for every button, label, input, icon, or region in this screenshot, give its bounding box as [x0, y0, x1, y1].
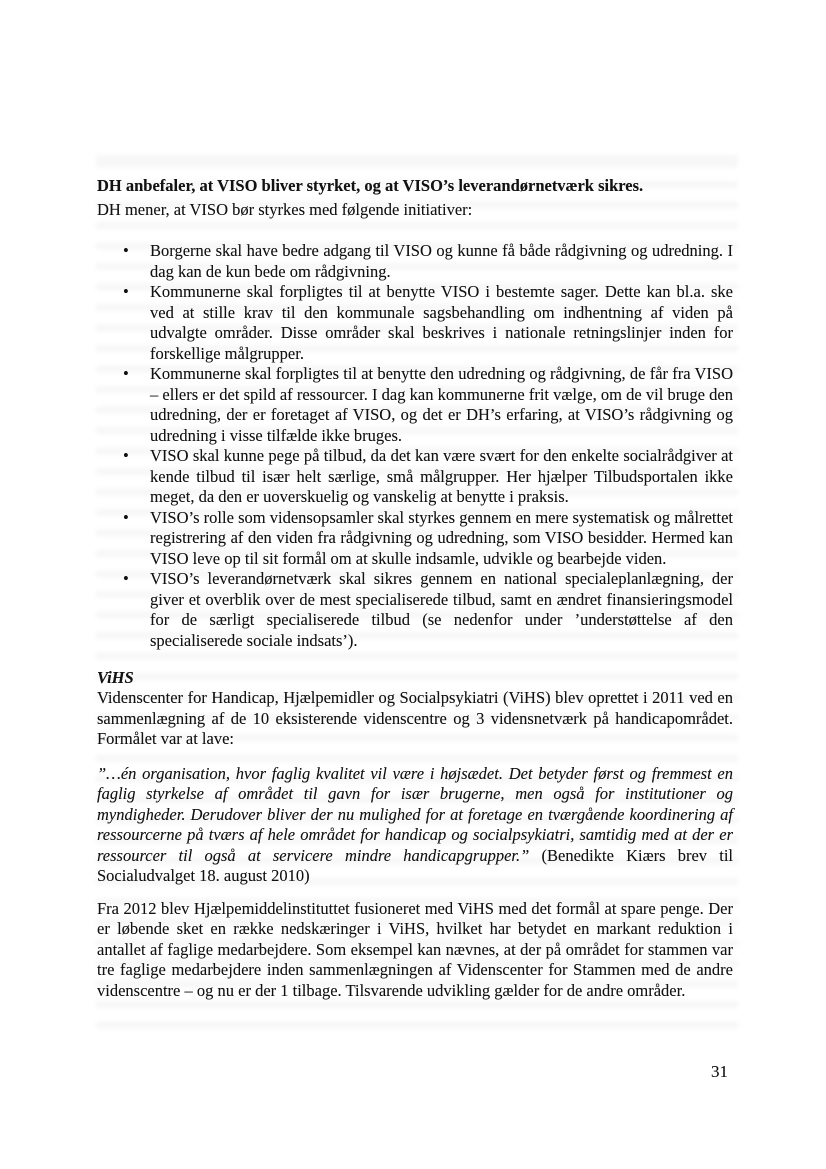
quote-text: ”…én organisation, hvor faglig kvalitet vil være i højsædet. Det betyder først og fremmest en faglig styrkelse af området til gavn for især brugerne, men også for institutioner og myndigheder. Derudover bliver der nu mulighed for at foretage en tværgående koordinering af ressourcerne på tværs af hele området for handicap og socialpsykiatri, samtidig med at der er ressourcer til også at servicere mindre handicapgrupper.”	[97, 763, 733, 865]
list-item	[97, 241, 733, 282]
list-item-text: VISO’s rolle som vidensopsamler skal styrkes gennem en mere systematisk og målrettet registrering af den viden fra rådgivning og udredning, som VISO besidder. Hermed kan VISO leve op til sit formål om at skulle indsamle, udvikle og bearbejde viden.	[150, 507, 733, 568]
vihs-heading: ViHS	[97, 668, 134, 687]
list-item	[97, 446, 733, 508]
bullet-marker: •	[123, 241, 129, 260]
bullet-marker: •	[123, 507, 129, 527]
list-item-text: Kommunerne skal forpligtes til at benytte VISO i bestemte sager. Dette kan bl.a. ske ved at stille krav til den kommunale sagsbehandling om indhentning af viden på udvalgte områder. Disse områder skal beskrives i nationale retningslinjer inden for forskellige målgrupper.	[150, 282, 733, 363]
section-heading: DH anbefaler, at VISO bliver styrket, og at VISO’s leverandørnetværk sikres.	[97, 176, 644, 195]
vihs-paragraph: Videnscenter for Handicap, Hjælpemidler og Socialpsykiatri (ViHS) blev oprettet i 2011 ved en sammenlægning af de 10 eksisterende videnscentre og 3 vidensnetværk på handicapområdet. Formålet var at lave:	[97, 688, 733, 748]
quote-attribution: (Benedikte Kiærs brev til Socialudvalget 18. august 2010)	[97, 845, 733, 885]
intro-line: DH mener, at VISO bør styrkes med følgende initiativer:	[97, 200, 473, 219]
quote-paragraph	[97, 764, 733, 887]
page-number: 31	[711, 1062, 728, 1081]
bullet-marker: •	[123, 282, 129, 301]
bullet-marker: •	[123, 569, 129, 588]
list-item	[97, 508, 733, 570]
list-item-text: VISO’s leverandørnetværk skal sikres gennem en national specialeplanlægning, der giver et overblik over de mest specialiserede tilbud, samt en ændret finansieringsmodel for de særligt specialiserede tilbud (se nedenfor under ’understøttelse af den specialiserede sociale indsats’).	[150, 569, 733, 650]
list-item	[97, 569, 733, 651]
bullet-marker: •	[123, 364, 129, 383]
list-item-text: Borgerne skal have bedre adgang til VISO og kunne få både rådgivning og udredning. I dag kan de kun bede om rådgivning.	[150, 241, 733, 281]
bullet-marker: •	[123, 446, 129, 465]
list-item-text: Kommunerne skal forpligtes til at benytte den udredning og rådgivning, de får fra VISO – ellers er det spild af ressourcer. I dag kan kommunerne frit vælge, om de vil bruge den udredning, der er foretaget af VISO, og det er DH’s erfaring, at VISO’s rådgivning og udredning i visse tilfælde ikke bruges.	[150, 364, 733, 445]
closing-paragraph: Fra 2012 blev Hjælpemiddelinstituttet fusioneret med ViHS med det formål at spare penge. Der er løbende sket en række nedskæringer i ViHS, hvilket har betydet en markant reduktion i antallet af faglige medarbejdere. Som eksempel kan nævnes, at der på området for stammen var tre faglige medarbejdere inden sammenlægningen af Videnscenter for Stammen med de andre videnscentre – og nu er der 1 tilbage. Tilsvarende udvikling gælder for de andre områder.	[97, 898, 733, 1000]
list-item	[97, 282, 733, 364]
page-content	[97, 174, 733, 1001]
list-item	[97, 364, 733, 446]
list-item-text: VISO skal kunne pege på tilbud, da det kan være svært for den enkelte socialrådgiver at kende tilbud til især helt særlige, små målgrupper. Her hjælper Tilbudsportalen ikke meget, da den er uoverskuelig og vanskelig at benytte i praksis.	[150, 446, 733, 506]
recommendation-list	[97, 241, 733, 651]
